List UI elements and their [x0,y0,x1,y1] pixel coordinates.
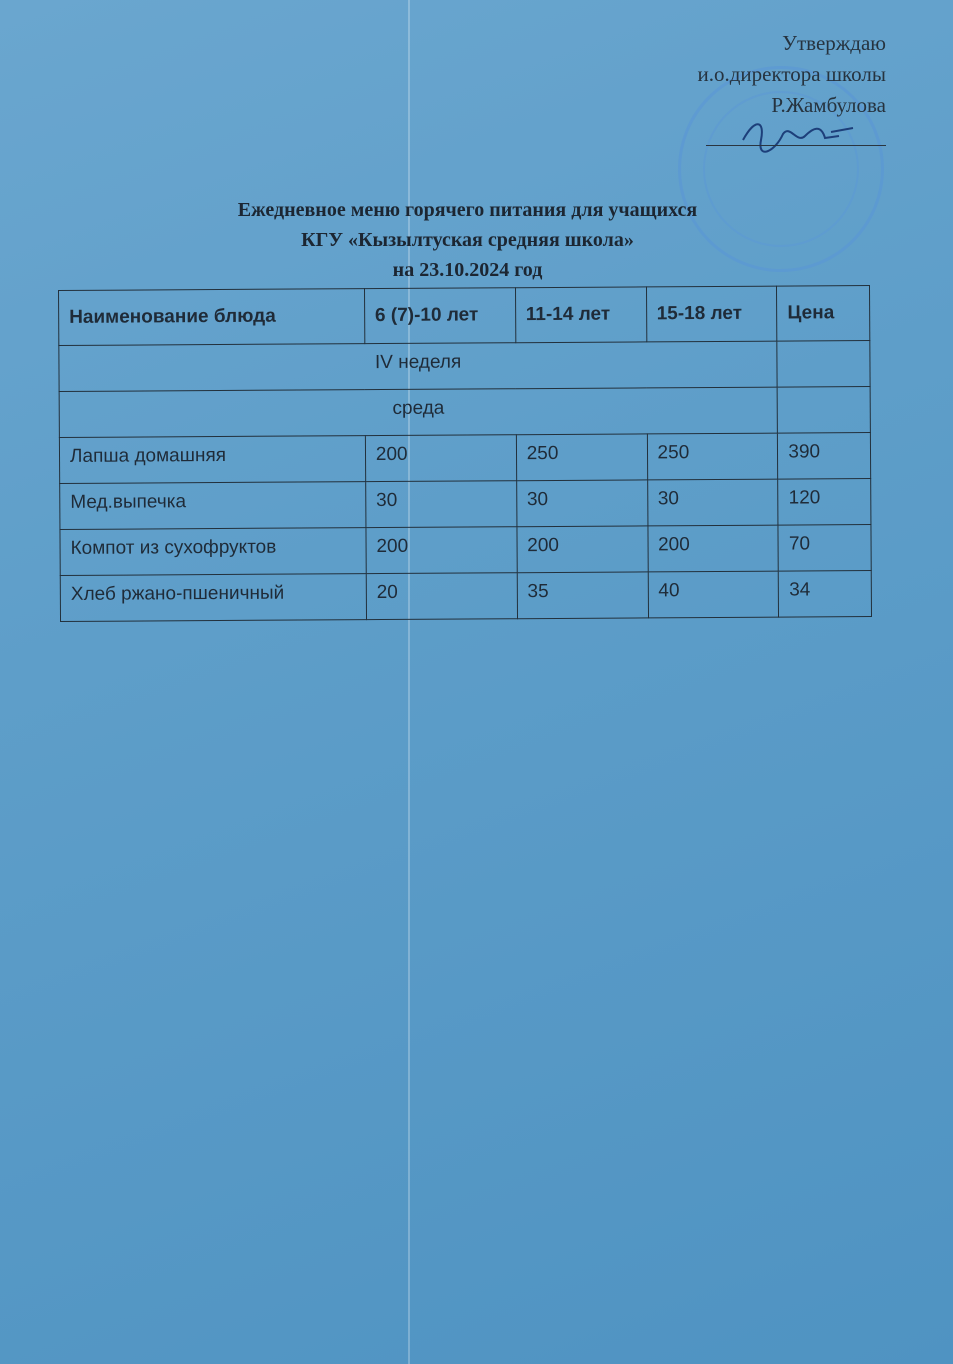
portion-11-14: 250 [516,434,647,481]
table-row [59,433,870,484]
portion-15-18: 40 [648,571,779,618]
header-age-6-10: 6 (7)-10 лет [364,288,515,344]
approval-word: Утверждаю [782,31,886,55]
table-row [60,525,871,576]
title-line-3: на 23.10.2024 год [392,259,543,281]
approval-name: Р.Жамбулова [771,93,886,117]
day-row [59,387,870,438]
portion-11-14: 35 [517,572,648,619]
portion-15-18: 200 [647,525,778,572]
document-title [100,195,835,285]
dish-name: Мед.выпечка [60,482,366,530]
table-row [60,571,871,622]
portion-6-10: 200 [365,435,516,482]
approval-block [698,28,887,121]
dish-price: 34 [779,571,872,618]
portion-6-10: 30 [366,481,517,528]
signature-line [706,145,886,146]
header-age-11-14: 11-14 лет [515,287,646,343]
menu-table [58,285,872,622]
approval-position: и.о.директора школы [697,62,886,86]
portion-6-10: 20 [366,573,517,620]
dish-name: Лапша домашняя [59,436,365,484]
portion-11-14: 200 [517,526,648,573]
dish-price: 120 [778,479,871,526]
signature [735,110,855,160]
week-label: IV неделя [59,341,778,391]
title-line-2: КГУ «Кызылтуская средняя школа» [301,229,634,251]
portion-6-10: 200 [366,527,517,574]
portion-11-14: 30 [516,480,647,527]
dish-price: 390 [778,433,871,480]
portion-15-18: 30 [647,479,778,526]
portion-15-18: 250 [647,433,778,480]
table-row [60,479,871,530]
empty-cell [777,387,870,434]
dish-price: 70 [778,525,871,572]
header-dish: Наименование блюда [59,289,365,346]
dish-name: Хлеб ржано-пшеничный [60,574,366,622]
table-header-row [59,286,870,346]
empty-cell [777,341,870,388]
header-age-15-18: 15-18 лет [646,286,777,342]
dish-name: Компот из сухофруктов [60,528,366,576]
day-label: среда [59,387,778,437]
title-line-1: Ежедневное меню горячего питания для учащихся [237,199,698,221]
week-row [59,341,870,392]
header-price: Цена [777,286,870,342]
